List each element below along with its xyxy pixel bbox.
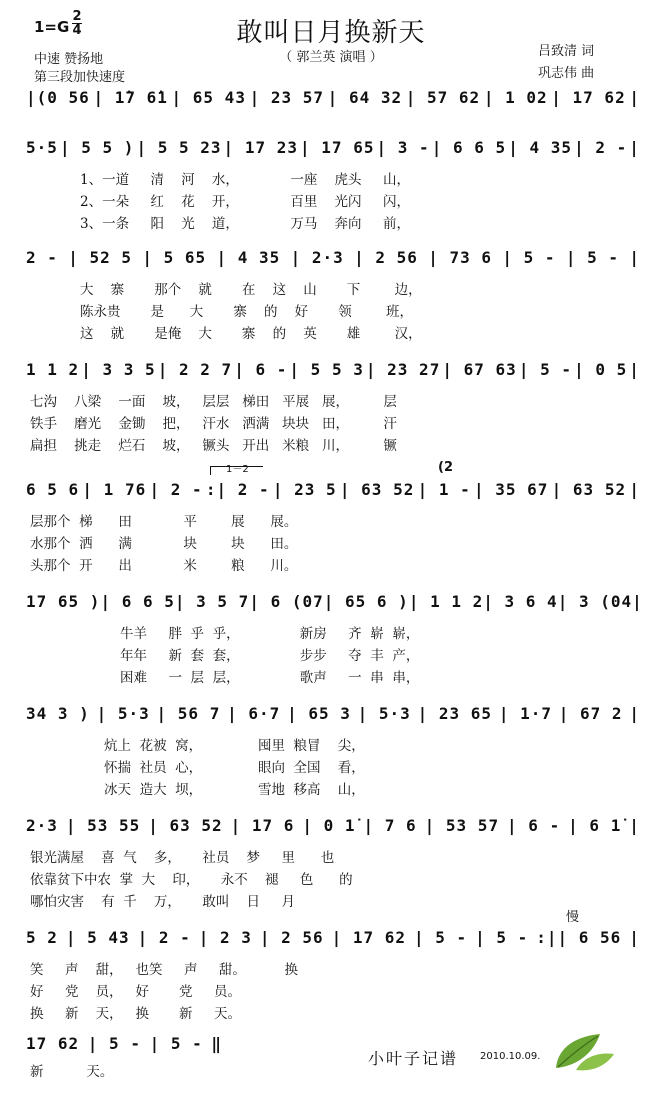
lyric-line-3: 冰天 造大 坝， 雪地 移高 山， [104,782,365,798]
bar-7: | 3 6 4 [483,592,558,611]
bar-6: | 2 56 [354,248,418,267]
bar-9: | 63 52 [551,480,627,499]
tempo-marking: 中速 赞扬地 [34,52,104,67]
lyric-line-3: 哪怕灾害 有 千 万， 敢叫 日 月 [30,894,295,910]
bar-1: 17 62 [26,1034,80,1053]
bar-2: | 3 3 5 [81,360,156,379]
song-title: 敢叫日月换新天 [236,18,426,48]
bar-7: | 6 6 5 [431,138,507,157]
bar-4: | 17 6 [230,816,295,835]
bar-8: | 5 - [518,360,573,379]
bar-9: | 67 2 [558,704,623,723]
bar-7: | 1 - [417,480,471,499]
volta-label-2: (2 [438,460,453,475]
bar-4: | 4 35 [216,248,281,267]
bar-10: | [629,138,640,157]
bar-3: | 2 2 7 [157,360,233,379]
leaf-logo [548,1028,618,1073]
bar-2: | 53 55 [65,816,141,835]
bar-5: | 0 1̇ [302,816,356,835]
lyric-line-2: 水那个 洒 满 块 块 田。 [30,536,298,552]
bar-7: | 23 65 [417,704,493,723]
bar-8: | 17 62 [551,88,626,107]
bar-4: | 23 57 [249,88,325,107]
notes-line [26,928,640,947]
bar-3: | 5 65 [142,248,207,267]
performer-credit: （ 郭兰英 演唱 ） [279,50,383,65]
bar-4: | 17 23 [223,138,298,157]
notes-line [26,248,640,267]
bar-9: | 5 - [565,248,620,267]
bar-9: :|| 6 56 [536,928,622,947]
bar-5: | 5 5 3 [289,360,364,379]
lyric-line-1: 层那个 梯 田 平 展 展。 [30,514,298,530]
lyric-line-3: 这 就 是俺 大 寨 的 英 雄 汉， [80,326,422,342]
transcription-date: 2010.10.09. [480,1051,541,1062]
lyric-line-2: 依靠贫下中农 掌 大 印， 永不 褪 色 的 [30,872,353,888]
bar-5: | 65 6 ) [323,592,409,611]
bar-10: | [629,248,640,267]
lyric-line-1: 炕上 花被 窝， 囤里 粮冒 尖， [104,738,365,754]
bar-8: | 1·7 [498,704,552,723]
composer-credit: 巩志伟 曲 [538,66,595,81]
bar-5: | 2·3 [290,248,344,267]
bar-3: | 3 5 7 [174,592,250,611]
bar-6: | 3 - [376,138,430,157]
bar-5: | 65 3 [287,704,351,723]
lyric-line-1: 大 寨 那个 就 在 这 山 下 边， [80,282,422,298]
bar-8: | 4 35 [508,138,573,157]
bar-1: 2·3 [26,816,58,835]
bar-6: | 7 6 [363,816,417,835]
volta-label-1: 1－2 [226,464,249,475]
lyric-line-2: 年年 新 套 套， 步步 夺 丰 产， [120,648,420,664]
bar-7: | 67 63 [442,360,517,379]
bar-9: | 6 1̇ [568,816,622,835]
bar-2: | 1̇7 6̇1 [93,88,168,107]
bar-7: | 5 - [414,928,468,947]
bar-9: | 2 - [574,138,628,157]
bar-4: :| 2 - [205,480,270,499]
bar-5: | 2 56 [259,928,324,947]
bar-3: | 65 43 [171,88,246,107]
bar-6: | 1 1 2 [408,592,484,611]
bar-10: | [629,928,640,947]
transcriber-signature: 小叶子记谱 [368,1049,459,1068]
bar-4: | 6 - [234,360,288,379]
bar-1: 17 65 ) [26,592,101,611]
bar-3: | 2 - [149,480,203,499]
bar-4: | 2 3 [198,928,252,947]
bar-9: | 0 5 [574,360,628,379]
bar-6: | 5·3 [357,704,411,723]
bar-2: | 1 76 [82,480,147,499]
lyric-line-1: 新 天。 [30,1064,114,1080]
bar-4: ‖ [211,1034,222,1053]
lyric-line-2: 铁手 磨光 金锄 把， 汗水 洒满 块块 田， 汗 [30,416,397,432]
key-signature: 1=G [34,18,70,36]
bar-10: | [629,480,640,499]
lyric-line-2: 2、一朵 红 花 开， 百里 光闪 闪， [80,194,410,210]
bar-3: | 63 52 [148,816,223,835]
notes-line [26,592,643,611]
notes-line [26,816,640,835]
bar-2: | 52 5 [68,248,133,267]
bar-5: | 64 32 [327,88,403,107]
bar-8: | 5 - [475,928,529,947]
bar-4: | 6·7 [227,704,281,723]
bar-8: | 35 67 [473,480,549,499]
bar-10: | [629,816,640,835]
bar-7: | 1 02 [483,88,548,107]
lyric-line-1: 七沟 八梁 一面 坡， 层层 梯田 平展 展， 层 [30,394,397,410]
bar-1: 6 5 6 [26,480,80,499]
bar-2: | 6 6 5 [100,592,175,611]
bar-3: | 5 - [149,1034,203,1053]
lyric-line-1: 1、一道 清 河 水， 一座 虎头 山， [80,172,410,188]
bar-4: | 6 (07 [249,592,324,611]
lyric-line-3: 头那个 开 出 米 粮 川。 [30,558,298,574]
bar-8: | 3 (04 [557,592,633,611]
bar-1: |(0 56 [26,88,90,107]
bar-5: | 17 65 [300,138,375,157]
lyric-line-2: 陈永贵 是 大 寨 的 好 领 班， [80,304,414,320]
bar-1: 2 - [26,248,58,267]
notes-line [26,704,640,723]
bar-10: | [629,360,640,379]
notes-line [26,360,640,379]
lyric-line-1: 牛羊 胖 乎 乎， 新房 齐 崭 崭， [120,626,420,642]
time-sig-bottom: 4 [72,23,82,38]
bar-10: | [629,704,640,723]
bar-2: | 5 43 [65,928,130,947]
bar-3: | 2 - [137,928,191,947]
bar-2: | 5·3 [96,704,150,723]
bar-1: 5·5 [26,138,58,157]
bar-7: | 53 57 [424,816,500,835]
bar-1: 5 2 [26,928,58,947]
notes-line [26,480,640,499]
notes-line [26,88,640,107]
lyric-line-1: 笑 声 甜， 也笑 声 甜。 换 [30,962,299,978]
bar-8: | 5 - [502,248,556,267]
bar-6: | 17 62 [331,928,407,947]
bar-6: | 23 27 [365,360,441,379]
lyric-line-3: 扁担 挑走 烂石 坡， 镢头 开出 米粮 川， 镢 [30,438,397,454]
bar-8: | 6 - [507,816,561,835]
bar-9: | [632,592,643,611]
bar-3: | 56 7 [156,704,221,723]
bar-6: | 63 52 [339,480,415,499]
lyric-line-3: 换 新 天， 换 新 天。 [30,1006,241,1022]
lyric-line-3: 3、一条 阳 光 道， 万马 奔向 前， [80,216,410,232]
notes-line [26,1034,222,1053]
lyric-line-2: 怀揣 社员 心， 眼向 全国 看， [104,760,365,776]
bar-2: | 5 - [87,1034,141,1053]
tempo-note: 第三段加快速度 [34,70,126,85]
bar-3: | 5 5 23 [136,138,222,157]
bar-2: | 5 5 ) [59,138,135,157]
lyric-line-2: 好 党 员， 好 党 员。 [30,984,241,1000]
tempo-slow-mark: 慢 [566,910,580,925]
bar-1: 1 1 2 [26,360,80,379]
lyricist-credit: 吕致清 词 [538,44,595,59]
bar-6: | 57 62 [405,88,481,107]
time-sig-top: 2 [72,9,82,24]
bar-7: | 73 6 [428,248,493,267]
bar-9: | [629,88,640,107]
lyric-line-3: 困难 一 层 层， 歌声 一 串 串， [120,670,420,686]
bar-1: 34 3 ) [26,704,90,723]
volta-label-2-number: 2 [443,460,453,475]
lyric-line-1: 银光满屋 喜 气 多， 社员 梦 里 也 [30,850,335,866]
bar-5: | 23 5 [272,480,337,499]
notes-line [26,138,640,157]
